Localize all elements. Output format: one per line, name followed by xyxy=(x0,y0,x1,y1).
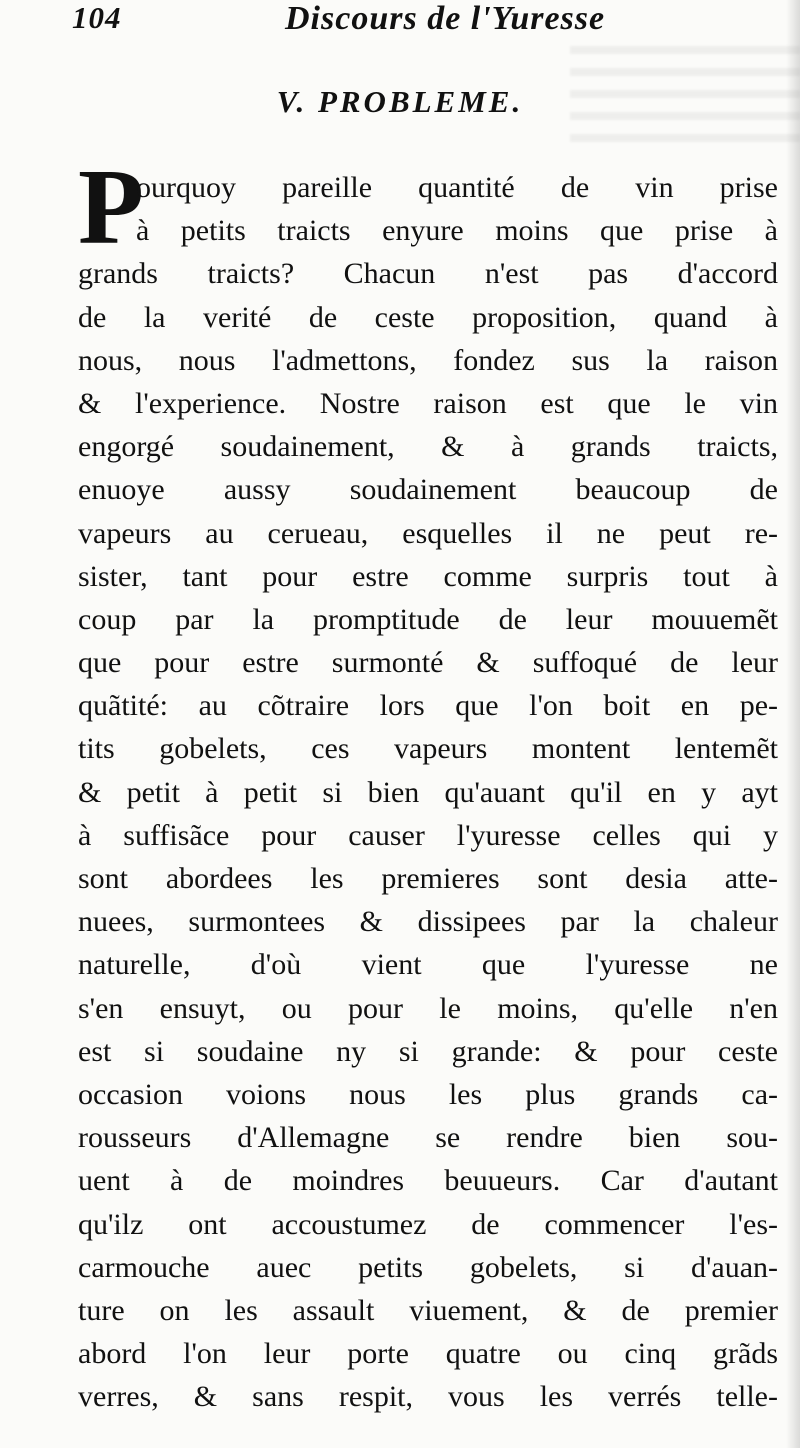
text-line: carmouche auec petits gobelets, si d'auan- xyxy=(78,1250,778,1284)
running-head: Discours de l'Yuresse xyxy=(285,0,606,37)
page-number: 104 xyxy=(72,0,122,35)
text-line: est si soudaine ny si grande: & pour ceste xyxy=(78,1034,778,1068)
text-line: uent à de moindres beuueurs. Car d'autant xyxy=(78,1164,778,1198)
text-line: enuoye aussy soudainement beaucoup de xyxy=(78,473,778,507)
text-line: occasion voions nous les plus grands ca- xyxy=(78,1077,778,1111)
text-line: nous, nous l'admettons, fondez sus la raison xyxy=(78,343,778,377)
page-header xyxy=(0,0,800,48)
text-line: quãtité: au cõtraire lors que l'on boit en pe- xyxy=(78,689,778,723)
text-line: de la verité de ceste proposition, quand à xyxy=(78,300,778,334)
text-line: à suffisãce pour causer l'yuresse celles qui y xyxy=(78,818,778,852)
text-line: que pour estre surmonté & suffoqué de leur xyxy=(78,646,778,680)
text-line: naturelle, d'où vient que l'yuresse ne xyxy=(78,948,778,982)
page-edge-shadow xyxy=(786,0,800,1448)
drop-cap: P xyxy=(78,148,144,267)
text-line: engorgé soudainement, & à grands traicts, xyxy=(78,430,778,464)
text-line: & petit à petit si bien qu'auant qu'il en y ayt xyxy=(78,775,778,809)
text-line: rousseurs d'Allemagne se rendre bien sou- xyxy=(78,1121,778,1155)
text-line: sister, tant pour estre comme surpris tout à xyxy=(78,559,778,593)
text-line: ture on les assault viuement, & de premier xyxy=(78,1293,778,1327)
text-line: ourquoy pareille quantité de vin prise xyxy=(136,171,778,204)
text-line: & l'experience. Nostre raison est que le vin xyxy=(78,386,778,420)
text-line: verres, & sans respit, vous les verrés telle- xyxy=(78,1380,778,1414)
text-line: vapeurs au cerueau, esquelles il ne peut re- xyxy=(78,516,778,550)
text-line: à petits traicts enyure moins que prise à xyxy=(136,214,778,248)
text-line: nuees, surmontees & dissipees par la chaleur xyxy=(78,905,778,939)
text-line: grands traicts? Chacun n'est pas d'accord xyxy=(78,257,778,291)
text-line: tits gobelets, ces vapeurs montent lentemẽt xyxy=(78,732,778,766)
text-line: coup par la promptitude de leur mouuemẽt xyxy=(78,602,778,636)
body-text xyxy=(78,166,778,1418)
text-line: sont abordees les premieres sont desia atte- xyxy=(78,862,778,895)
text-line: abord l'on leur porte quatre ou cinq grãds xyxy=(78,1337,778,1371)
text-line: s'en ensuyt, ou pour le moins, qu'elle n'en xyxy=(78,991,778,1025)
section-title: V. PROBLEME. xyxy=(276,84,524,119)
text-line: qu'ilz ont accoustumez de commencer l'es- xyxy=(78,1207,778,1241)
